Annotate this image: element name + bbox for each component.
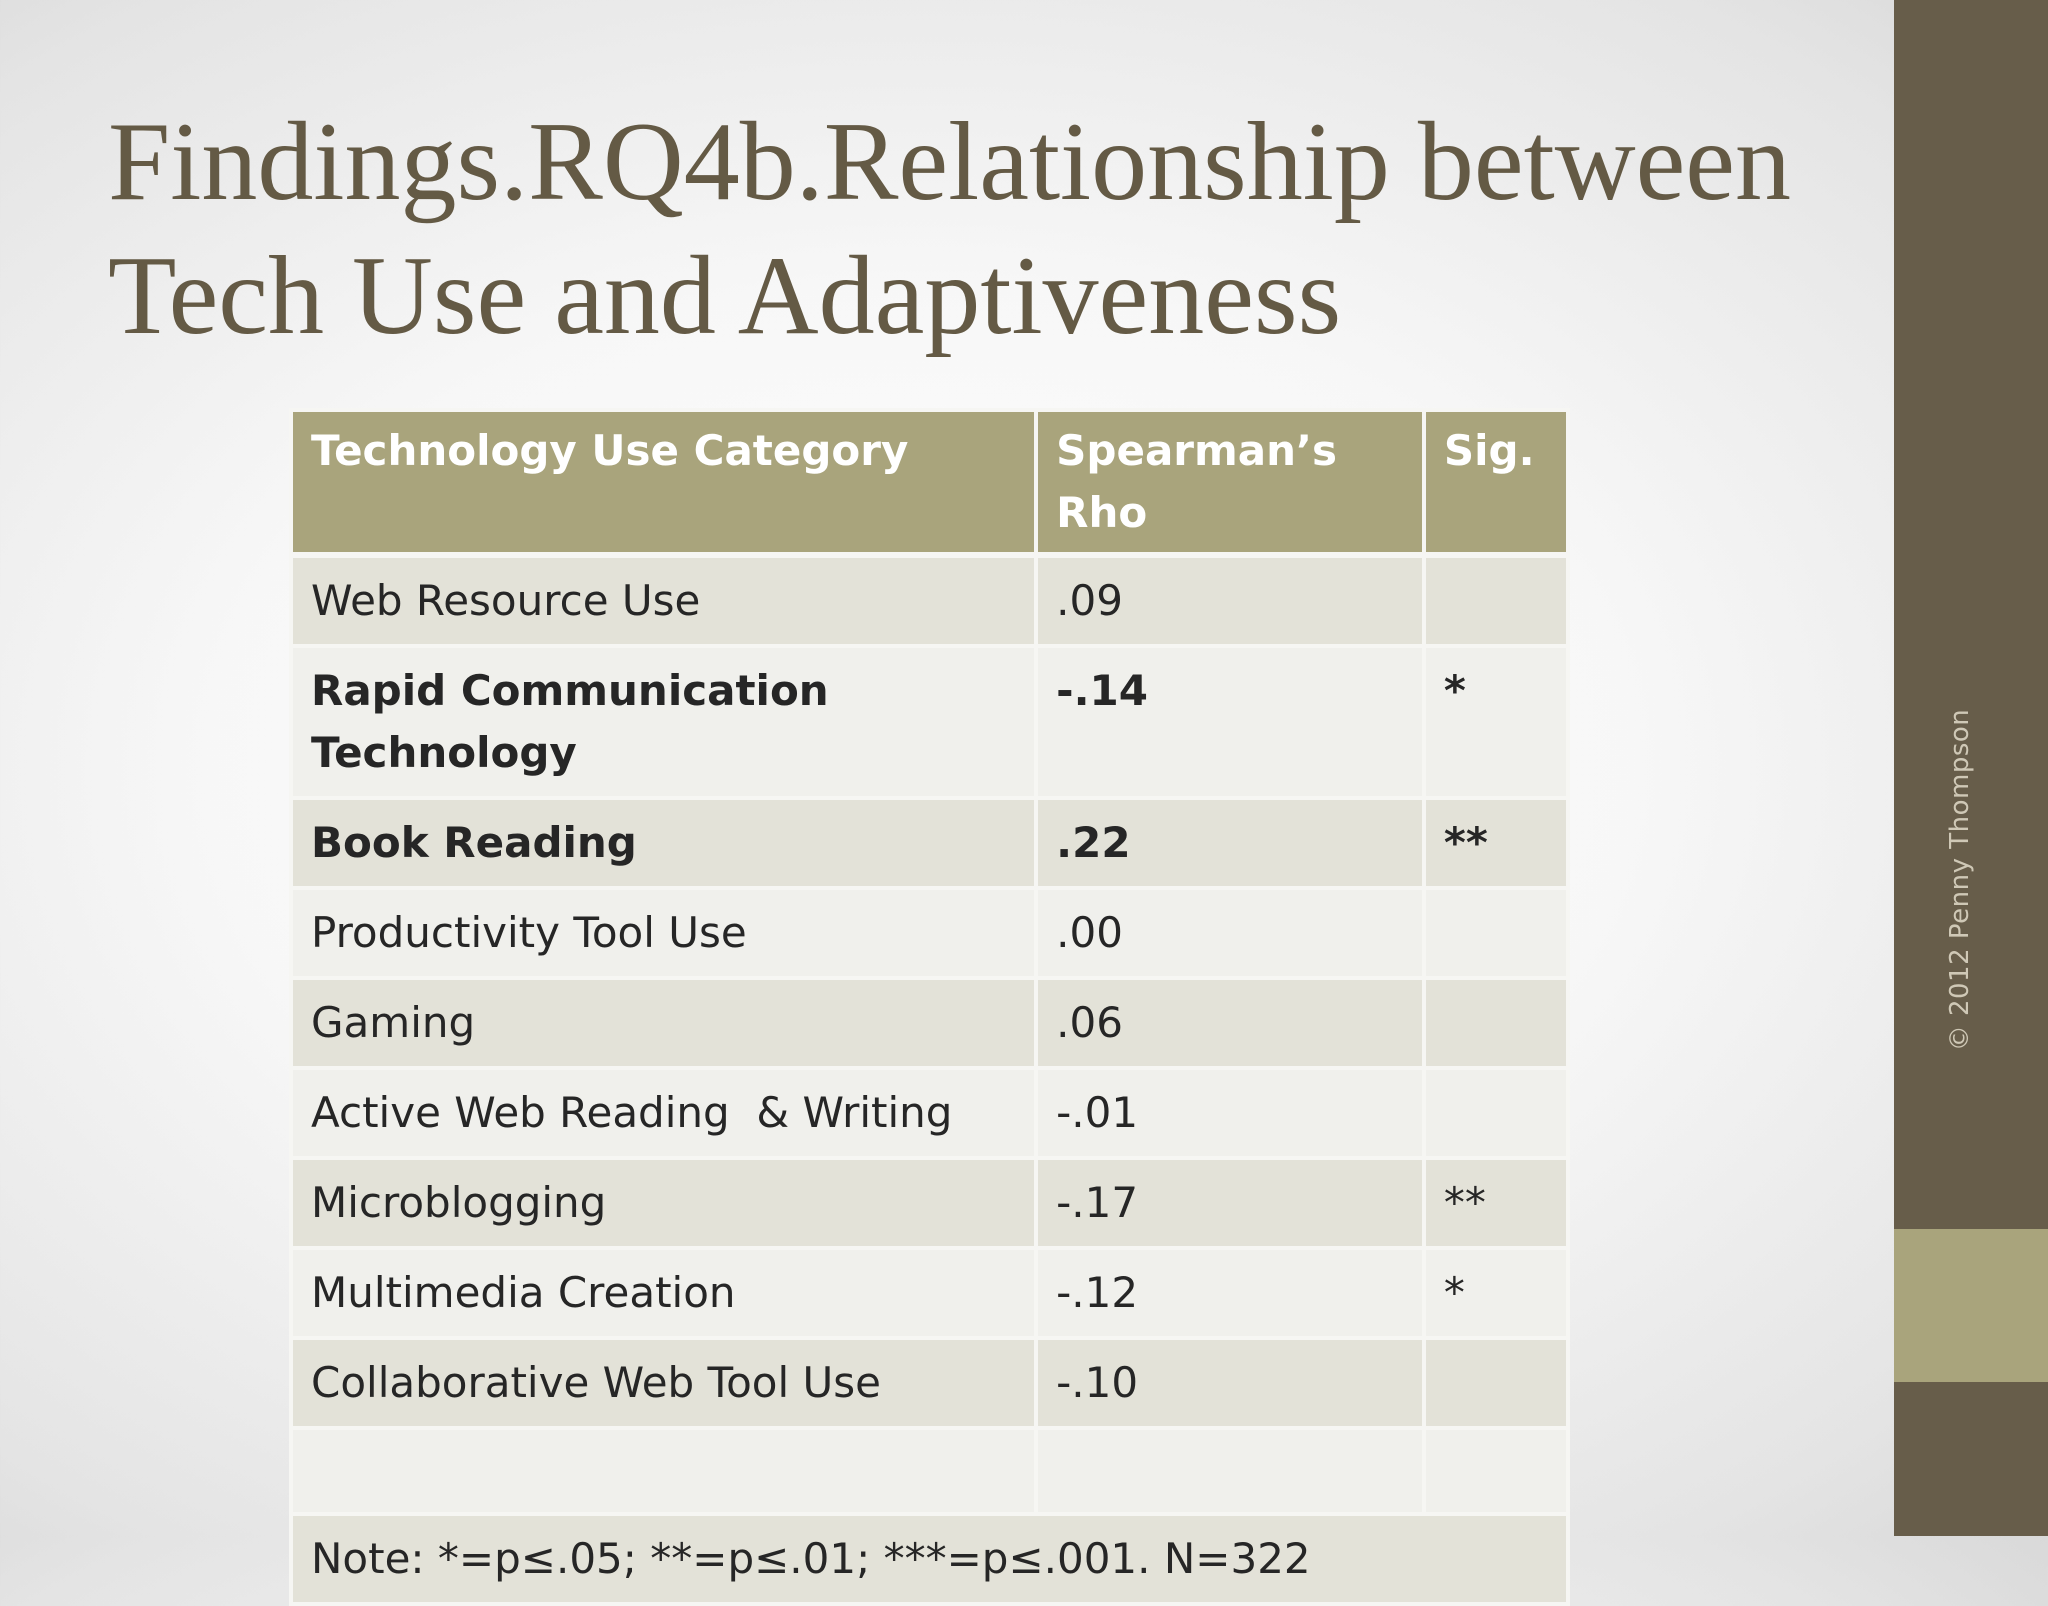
table-header-row <box>291 410 1568 555</box>
slide-title <box>108 95 1868 363</box>
cell-sig: * <box>1424 1248 1568 1338</box>
cell-sig: * <box>1424 646 1568 798</box>
cell-category: Book Reading <box>291 798 1036 888</box>
cell-rho: -.17 <box>1036 1158 1424 1248</box>
cell-category: Gaming <box>291 978 1036 1068</box>
cell-sig: ** <box>1424 1158 1568 1248</box>
cell-category: Productivity Tool Use <box>291 888 1036 978</box>
cell-category: Active Web Reading & Writing <box>291 1068 1036 1158</box>
table-row <box>291 1338 1568 1428</box>
cell-sig <box>1424 1428 1568 1514</box>
correlation-table <box>289 408 1570 1606</box>
cell-rho: .22 <box>1036 798 1424 888</box>
cell-sig <box>1424 888 1568 978</box>
table-row <box>291 978 1568 1068</box>
cell-sig: ** <box>1424 798 1568 888</box>
cell-category <box>291 1428 1036 1514</box>
cell-sig <box>1424 1068 1568 1158</box>
cell-sig <box>1424 1338 1568 1428</box>
copyright-notice: © 2012 Penny Thompson <box>1945 708 1975 1052</box>
cell-category: Web Resource Use <box>291 555 1036 646</box>
cell-rho: .06 <box>1036 978 1424 1068</box>
table-row <box>291 888 1568 978</box>
cell-rho: .00 <box>1036 888 1424 978</box>
cell-category: Collaborative Web Tool Use <box>291 1338 1036 1428</box>
cell-rho: -.14 <box>1036 646 1424 798</box>
cell-rho: .09 <box>1036 555 1424 646</box>
table-row <box>291 1068 1568 1158</box>
cell-category: Multimedia Creation <box>291 1248 1036 1338</box>
table-row <box>291 646 1568 798</box>
table-row <box>291 1248 1568 1338</box>
table-row <box>291 798 1568 888</box>
table-row <box>291 555 1568 646</box>
cell-rho: -.10 <box>1036 1338 1424 1428</box>
table-row <box>291 1158 1568 1248</box>
cell-category: Microblogging <box>291 1158 1036 1248</box>
cell-rho <box>1036 1428 1424 1514</box>
table-note: Note: *=p≤.05; **=p≤.01; ***=p≤.001. N=322 <box>291 1514 1568 1604</box>
title-line-1: Findings.RQ4b.Relationship between <box>108 100 1792 224</box>
cell-sig <box>1424 555 1568 646</box>
cell-sig <box>1424 978 1568 1068</box>
title-line-2: Tech Use and Adaptiveness <box>108 234 1342 358</box>
sidebar-accent-block <box>1894 1229 2048 1382</box>
cell-rho: -.12 <box>1036 1248 1424 1338</box>
cell-rho: -.01 <box>1036 1068 1424 1158</box>
header-category: Technology Use Category <box>291 410 1036 555</box>
table-note-row <box>291 1514 1568 1604</box>
header-sig: Sig. <box>1424 410 1568 555</box>
cell-category: Rapid Communication Technology <box>291 646 1036 798</box>
header-spearmans-rho: Spearman’s Rho <box>1036 410 1424 555</box>
table-row-empty <box>291 1428 1568 1514</box>
